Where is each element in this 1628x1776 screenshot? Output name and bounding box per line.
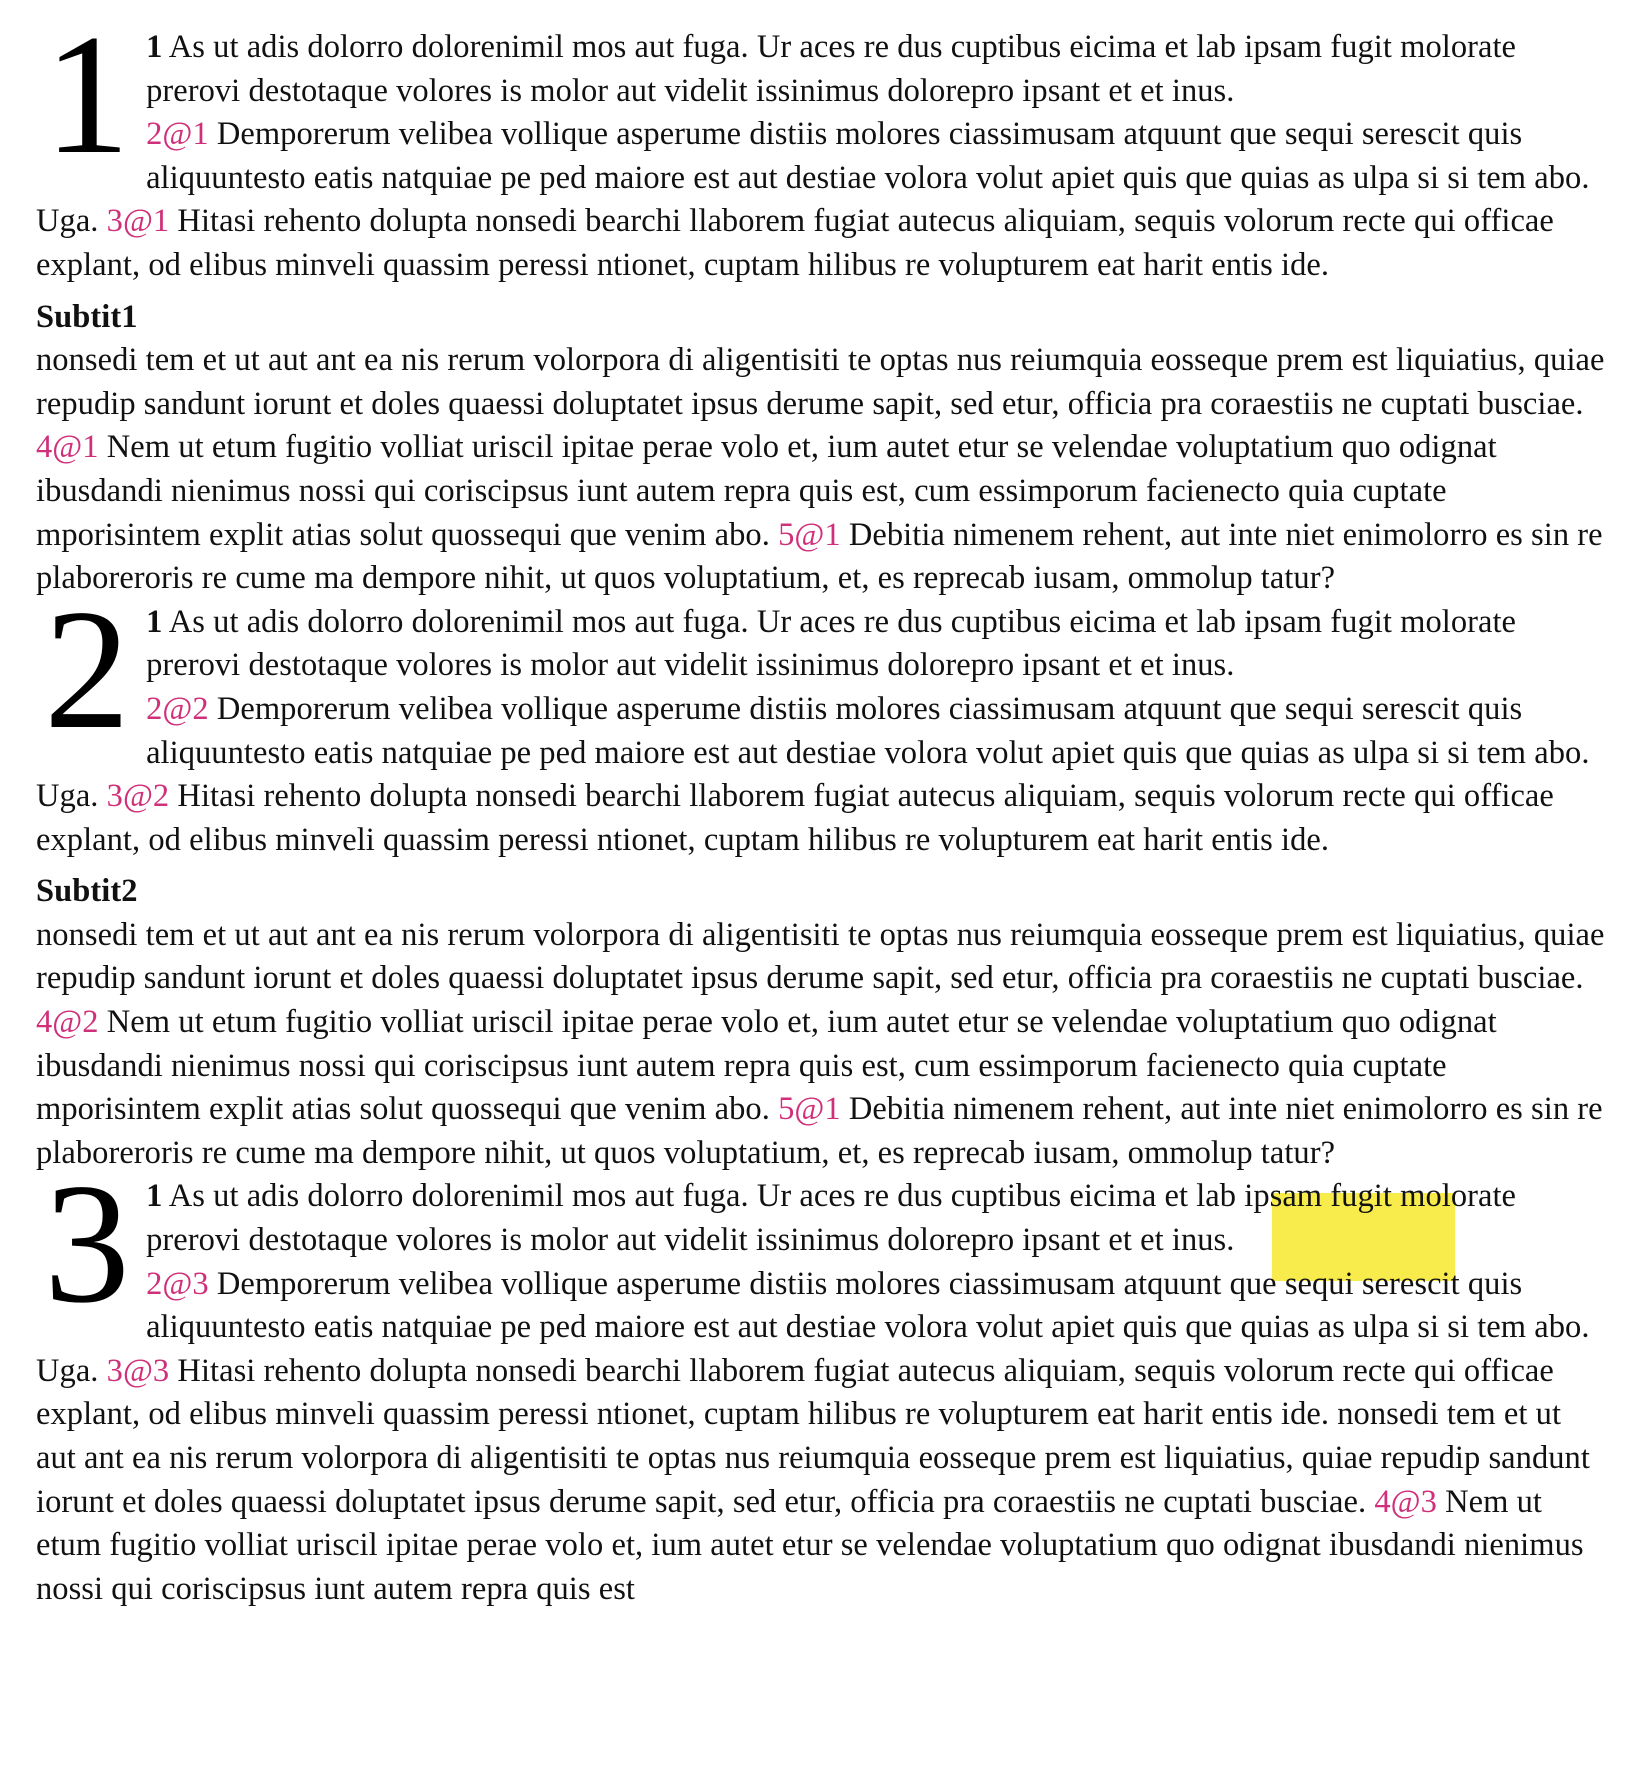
cross-reference[interactable] bbox=[36, 429, 99, 465]
document-page bbox=[36, 0, 1606, 1611]
section-paragraph bbox=[36, 914, 1606, 1176]
paragraph-text: Nem ut etum fugitio volliat uriscil ipitae perae volo et, ium autet etur se velendae voluptatium quo odignat ibusdandi nienimus nossi qui coriscipsus iunt autem repra quis est, cum essimporum facienecto quia cuptate mporisintem explit atias solut quossequi que venim abo. bbox=[36, 1004, 1497, 1128]
verse-text: Nem ut etum fugitio volliat uriscil ipitae perae volo et, ium autet etur se velendae voluptatium quo odignat ibusdandi nienimus nossi qui coriscipsus iunt autem repra quis est bbox=[36, 1483, 1584, 1607]
verse-text: Demporerum velibea vollique asperume distiis molores ciassimusam atquunt que sequi serescit quis aliquuntesto eatis natquiae pe ped maiore est aut destiae volora volut apiet quis que quias as ulpa si si tem abo. Uga. bbox=[36, 1265, 1590, 1389]
paragraph-text: nonsedi tem et ut aut ant ea nis rerum volorpora di aligentisiti te optas nus reiumquia eosseque prem est liquiatius, quiae repudip sandunt iorunt et doles quaessi doluptatet ipsus derume sapit, sed etur, officia pra coraestiis ne cuptati busciae. bbox=[36, 342, 1605, 422]
verse-text: As ut adis dolorro dolorenimil mos aut fuga. Ur aces re dus cuptibus eicima et lab ipsam fugit molorate prerovi destotaque volores is molor aut videlit issinimus dolorepro ipsant et et inus. bbox=[146, 603, 1517, 684]
verse-text: Hitasi rehento dolupta nonsedi bearchi llaborem fugiat autecus aliquiam, sequis volorum recte qui officae explant, od elibus minveli quassim peressi ntionet, cuptam hilibus re volupturem eat harit entis ide. bbox=[36, 778, 1554, 858]
chapter-3 bbox=[36, 1149, 1606, 1611]
paragraph-text: Nem ut etum fugitio volliat uriscil ipitae perae volo et, ium autet etur se velendae voluptatium quo odignat ibusdandi nienimus nossi qui coriscipsus iunt autem repra quis est, cum essimporum facienecto quia cuptate mporisintem explit atias solut quossequi que venim abo. bbox=[36, 429, 1497, 553]
chapter-2 bbox=[36, 574, 1606, 863]
verse-text: Hitasi rehento dolupta nonsedi bearchi llaborem fugiat autecus aliquiam, sequis volorum recte qui officae explant, od elibus minveli quassim peressi ntionet, cuptam hilibus re volupturem eat harit entis ide. bbox=[36, 203, 1554, 283]
reference-label: 2@2 bbox=[146, 690, 209, 727]
reference-label: 2@1 bbox=[146, 116, 209, 153]
cross-reference[interactable] bbox=[107, 1353, 170, 1389]
dropcap: 2 bbox=[44, 574, 131, 765]
reference-label: 5@1 bbox=[778, 1091, 841, 1128]
chapter-1 bbox=[36, 0, 1606, 288]
reference-label: 4@3 bbox=[1374, 1483, 1437, 1520]
verse-text: Demporerum velibea vollique asperume distiis molores ciassimusam atquunt que sequi serescit quis aliquuntesto eatis natquiae pe ped maiore est aut destiae volora volut apiet quis que quias as ulpa si si tem abo. Uga. bbox=[36, 690, 1590, 815]
cross-reference[interactable] bbox=[146, 1266, 209, 1302]
verse-text: As ut adis dolorro dolorenimil mos aut fuga. Ur aces re dus cuptibus eicima et lab ipsam fugit molorate prerovi destotaque volores is molor aut videlit issinimus dolorepro ipsant et et inus. bbox=[146, 1178, 1517, 1259]
verse-number: 1 bbox=[146, 1178, 163, 1215]
cross-reference[interactable] bbox=[778, 1091, 841, 1127]
cross-reference[interactable] bbox=[36, 1004, 99, 1040]
paragraph-text: Debitia nimenem rehent, aut inte niet enimolorro es sin re plaboreroris re cume ma dempore nihit, ut quos voluptatium, et, es reprecab iusam, ommolup tatur? bbox=[36, 1091, 1603, 1171]
section-subtitle: Subtit1 bbox=[36, 298, 138, 335]
reference-label: 3@1 bbox=[106, 203, 170, 240]
reference-label: 3@2 bbox=[106, 778, 170, 815]
cross-reference[interactable] bbox=[107, 778, 170, 814]
paragraph-text: nonsedi tem et ut aut ant ea nis rerum volorpora di aligentisiti te optas nus reiumquia eosseque prem est liquiatius, quiae repudip sandunt iorunt et doles quaessi doluptatet ipsus derume sapit, sed etur, officia pra coraestiis ne cuptati busciae. bbox=[36, 916, 1605, 997]
reference-label: 2@3 bbox=[146, 1265, 209, 1302]
section-paragraph bbox=[36, 339, 1606, 601]
reference-label: 4@1 bbox=[36, 429, 99, 466]
cross-reference[interactable] bbox=[107, 203, 170, 239]
cross-reference[interactable] bbox=[778, 517, 841, 553]
verse-text: As ut adis dolorro dolorenimil mos aut fuga. Ur aces re dus cuptibus eicima et lab ipsam fugit molorate prerovi destotaque volores is molor aut videlit issinimus dolorepro ipsant et et inus. bbox=[146, 29, 1517, 109]
verse-text: Demporerum velibea vollique asperume distiis molores ciassimusam atquunt que sequi serescit quis aliquuntesto eatis natquiae pe ped maiore est aut destiae volora volut apiet quis que quias as ulpa si si tem abo. Uga. bbox=[36, 116, 1590, 240]
reference-label: 3@3 bbox=[106, 1352, 170, 1389]
reference-label: 5@1 bbox=[778, 516, 841, 553]
cross-reference[interactable] bbox=[1374, 1484, 1437, 1520]
verse-text: Hitasi rehento dolupta nonsedi bearchi llaborem fugiat autecus aliquiam, sequis volorum recte qui officae explant, od elibus minveli quassim peressi ntionet, cuptam hilibus re volupturem eat harit entis ide. nonsedi tem et ut aut ant ea nis rerum volorpora di aligentisiti te optas nus reiumquia eosseque prem est liquiatius, quiae repudip sandunt iorunt et doles quaessi doluptatet ipsus derume sapit, sed etur, officia pra coraestiis ne cuptati busciae. bbox=[36, 1352, 1590, 1520]
cross-reference[interactable] bbox=[146, 691, 209, 727]
section-subtitle: Subtit2 bbox=[36, 873, 138, 910]
paragraph-text: Debitia nimenem rehent, aut inte niet enimolorro es sin re plaboreroris re cume ma dempore nihit, ut quos voluptatium, et, es reprecab iusam, ommolup tatur? bbox=[36, 516, 1603, 597]
reference-label: 4@2 bbox=[36, 1004, 99, 1041]
verse-number: 1 bbox=[146, 603, 163, 640]
dropcap: 1 bbox=[44, 0, 131, 190]
cross-reference[interactable] bbox=[146, 116, 209, 152]
dropcap: 3 bbox=[44, 1149, 131, 1340]
verse-number: 1 bbox=[146, 29, 163, 65]
